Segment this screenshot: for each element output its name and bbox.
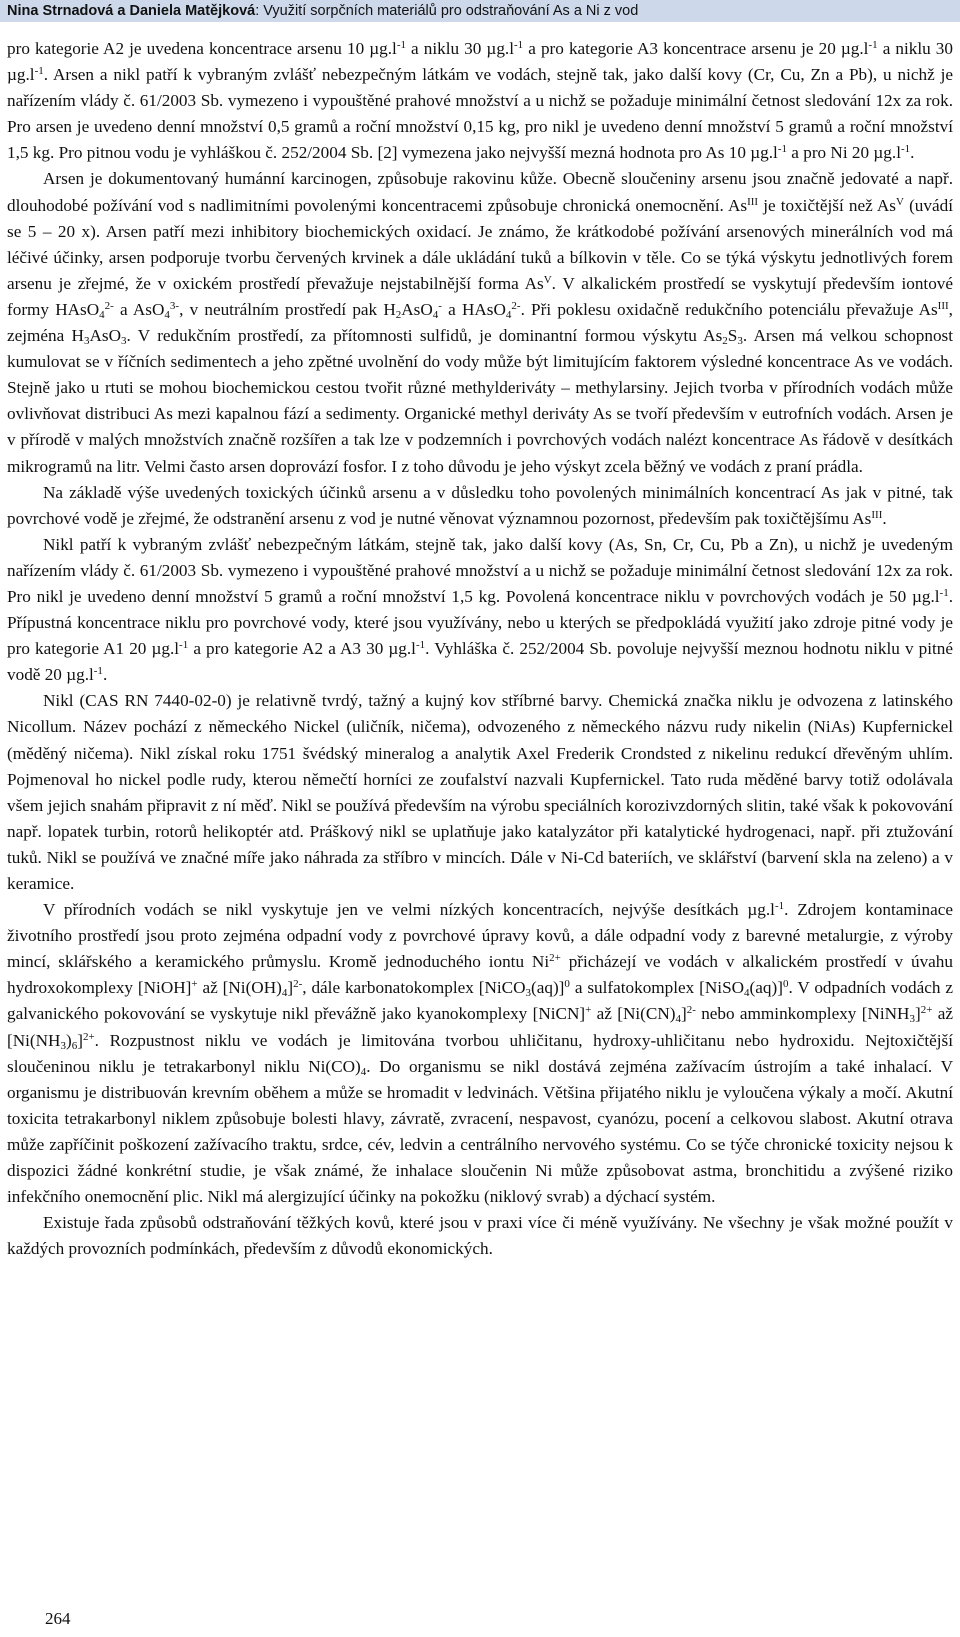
text-run: ] <box>287 978 294 998</box>
superscript: + <box>585 1004 592 1017</box>
text-run: ] <box>77 1030 83 1050</box>
text-run: V přírodních vodách se nikl vyskytuje jen ve velmi nízkých koncentracích, nejvýše desítkách µg.l <box>43 900 775 920</box>
paragraph <box>7 166 953 479</box>
superscript: + <box>191 978 198 991</box>
text-run: AsO <box>401 299 433 319</box>
text-run: (uvádí se 5 – 20 x). Arsen patří mezi inhibitory biochemických oxidací. Je známo, že krátkodobé požívání arsenových minerálních vod má léčivé účinky, arsen podporuje tvorbu červených krvinek a dále ukládání tuků a bílkovin v těle. Co se týká výskytu jednotlivých forem arsenu je zřejmé, že v oxickém prostředí převažuje nejstabilnější forma As <box>7 195 953 293</box>
text-run: pro kategorie A2 je uvedena koncentrace arsenu 10 µg.l <box>7 39 397 58</box>
paragraph <box>7 480 953 532</box>
subscript: 3 <box>83 335 90 348</box>
text-run: až [Ni(NH <box>7 1004 953 1050</box>
text-run: , dále karbonatokomplex [NiCO <box>302 978 526 998</box>
text-run: a niklu 30 µg.l <box>7 39 953 85</box>
text-run: a sulfatokomplex [NiSO <box>569 978 745 998</box>
text-run: a HAsO <box>441 299 506 319</box>
text-run: a pro Ni 20 µg.l <box>787 143 901 163</box>
superscript: 2+ <box>549 952 561 965</box>
text-run: a niklu 30 µg.l <box>405 39 515 58</box>
superscript: -1 <box>396 39 406 51</box>
text-run: Existuje řada způsobů odstraňování těžkých kovů, které jsou v praxi více či méně využívány. Ne všechny je však možné použít v každých provozních podmínkách, především z důvodů ekonomických. <box>7 1213 953 1259</box>
subscript: 4 <box>432 308 439 321</box>
text-run: . V redukčním prostředí, za přítomnosti sulfidů, je dominantní formou výskytu As <box>126 326 723 346</box>
subscript: 3 <box>737 335 743 348</box>
text-run: . Arsen má velkou schopnost kumulovat se v říčních sedimentech a jeho zpětné uvolnění do vody může být limitujícím faktorem výsledné koncentrace As ve vodách. Stejně jako u rtuti se mohou biochemickou cestou tvořit různé methylderiváty – methylarsiny. Jejich tvorba v přírodních vodách může ovlivňovat distribuci As mezi kapalnou fází a sedimenty. Organické methyl deriváty As se tvoří především v eutrofních vodách. Arsen je v přírodě v malých množstvích značně rozšířen a tak lze v podzemních i povrchových vodách nalézt koncentrace As řádově v desítkách mikrogramů na litr. Velmi často arsen doprovází fosfor. I z toho důvodu je jeho výskyt zcela běžný ve vodách z praní prádla. <box>7 326 954 476</box>
superscript: 2- <box>293 978 303 991</box>
text-run: AsO <box>89 326 121 346</box>
subscript: 3 <box>121 335 127 348</box>
subscript: 2 <box>722 335 728 348</box>
paragraph <box>7 688 953 897</box>
text-run: a AsO <box>113 299 165 319</box>
text-run: (aq)] <box>531 978 565 998</box>
superscript: -1 <box>777 143 787 156</box>
subscript: 4 <box>505 308 512 321</box>
text-run: . Rozpustnost niklu ve vodách je limitována tvorbou uhličitanu, hydroxy-uhličitanu nebo hydroxidu. Nejtoxičtější sloučeninou niklu je tetrakarbonyl niklu Ni(CO) <box>7 1030 953 1076</box>
text-run: nebo amminkomplexy [NiNH <box>695 1004 910 1024</box>
page-number: 264 <box>45 1609 71 1628</box>
paragraph <box>7 897 953 1210</box>
superscript: -1 <box>34 65 44 78</box>
superscript: III <box>937 299 949 312</box>
text-run: Nikl patří k vybraným zvlášť nebezpečným látkám, stejně tak, jako další kovy (As, Sn, Cr, Cu, Pb a Zn), u nichž je uvedeným nařízením vlády č. 61/2003 Sb. vymezeno i vypouštěné prahové množství a u nichž se požaduje minimální četnost sledování 12x za rok. Pro nikl je uvedeno denní množství 5 gramů a roční množství 1,5 kg. Povolená koncentrace niklu v povrchových vodách je 50 µg.l <box>7 534 953 606</box>
superscript: V <box>896 195 904 208</box>
text-run: . <box>102 665 108 685</box>
superscript: 2- <box>511 299 521 312</box>
superscript: 0 <box>782 978 789 991</box>
text-run: , v neutrálním prostředí pak H <box>179 299 396 319</box>
superscript: V <box>543 273 552 286</box>
paragraph <box>7 1210 953 1262</box>
text-run: a pro kategorie A2 a A3 30 µg.l <box>188 639 416 659</box>
superscript: 2- <box>686 1004 696 1017</box>
subscript: 4 <box>744 987 750 1000</box>
subscript: 3 <box>525 987 532 1000</box>
superscript: - <box>438 299 442 312</box>
paragraph <box>7 36 953 166</box>
text-run: . Do organismu se nikl dostává zejména zažívacím ústrojím a také inhalací. V organismu je distribuován krevním oběhem a může se hromadit v ledvinách. Většina přijatého niklu je vyloučena výkaly a močí. Akutní toxicita tetrakarbonyl niklem způsobuje bolesti hlavy, závratě, zvracení, nespavost, cyanózu, pocení a celkovou slabost. Akutní otrava může zapříčinit poškození zažívacího traktu, srdce, cév, ledvin a centrálního nervového systému. Co se týče chronické toxicity nejsou k dispozici žádné konkrétní studie, je však známé, že inhalace sloučenin Ni může způsobovat astma, bronchitidu a zvýšené riziko infekčního onemocnění plic. Nikl má alergizující účinky na pokožku (niklový svrab) a dýchací systém. <box>7 1056 954 1207</box>
text-run: přicházejí ve vodách v alkalickém prostředí v úvahu hydroxokomplexy [NiOH] <box>7 952 953 998</box>
text-run: ) <box>65 1030 72 1050</box>
superscript: -1 <box>514 39 524 51</box>
header-title: : Využití sorpčních materiálů pro odstraňování As a Ni z vod <box>255 3 639 19</box>
superscript: -1 <box>939 586 949 599</box>
superscript: 0 <box>564 978 570 991</box>
text-run: . <box>882 508 887 528</box>
text-run: Arsen je dokumentovaný humánní karcinogen, způsobuje rakovinu kůže. Obecně sloučeniny arsenu jsou značně jedovaté a např. dlouhodobé požívání vod s nadlimitními povolenými koncentracemi způsobuje chronická onemocnění. As <box>7 169 953 215</box>
superscript: III <box>871 508 883 521</box>
text-run: až [Ni(OH) <box>197 978 282 998</box>
text-run: Na základě výše uvedených toxických účinků arsenu a v důsledku toho povolených minimálních koncentrací As jak v pitné, tak povrchové vodě je zřejmé, že odstranění arsenu z vod je nutné věnovat významnou pozornost, především pak toxičtějšímu As <box>7 482 953 528</box>
superscript: -1 <box>868 39 878 51</box>
subscript: 3 <box>909 1013 915 1026</box>
text-run: . V odpadních vodách z galvanického pokovování se vyskytuje nikl převážně jako kyanokomplexy [NiCN] <box>7 978 953 1024</box>
superscript: -1 <box>774 900 785 913</box>
text-run: , zejména H <box>7 299 953 346</box>
superscript: -1 <box>415 639 426 652</box>
superscript: 2- <box>104 299 114 312</box>
text-run: . Arsen a nikl patří k vybraným zvlášť nebezpečným látkám ve vodách, stejně tak, jako další kovy (Cr, Cu, Zn a Pb), u nichž je nařízením vlády č. 61/2003 Sb. vymezeno i vypouštěné prahové množství a u nichž se požaduje minimální četnost sledování 12x za rok. Pro arsen je uvedeno denní množství 0,5 gramů a roční množství 0,15 kg, pro nikl je uvedeno denní množství 5 gramů a roční množství 1,5 kg. Pro pitnou vodu je vyhláškou č. 252/2004 Sb. [2] vymezena jako nejvyšší mezná hodnota pro As 10 µg.l <box>7 65 953 163</box>
superscript: 3- <box>169 299 180 312</box>
text-run: ] <box>914 1004 921 1024</box>
text-run: . Přípustná koncentrace niklu pro povrchové vody, které jsou využívány, nebo u kterých se předpokládá využití jako zdroje pitné vody je pro kategorie A1 20 µg.l <box>7 586 953 659</box>
text-run: . V alkalickém prostředí se vyskytují především iontové formy HAsO <box>7 273 954 319</box>
superscript: 2+ <box>82 1030 95 1043</box>
superscript: III <box>747 195 759 208</box>
text-run: . Zdrojem kontaminace životního prostředí jsou proto zejména odpadní vody z povrchové úpravy kovů, a dále odpadní vody z barevné metalurgie, z výroby mincí, sklářského a keramického průmyslu. Kromě jednoduchého iontu Ni <box>7 900 953 972</box>
text-run: . Při poklesu oxidačně redukčního potenciálu převažuje As <box>520 299 938 319</box>
running-header <box>0 0 960 22</box>
subscript: 4 <box>164 308 170 321</box>
paragraph <box>7 532 953 689</box>
subscript: 2 <box>395 308 402 321</box>
subscript: 4 <box>281 987 288 1000</box>
text-run: je toxičtější než As <box>758 195 896 215</box>
text-run: (aq)] <box>749 978 783 998</box>
superscript: -1 <box>179 639 189 652</box>
body-text <box>7 36 953 1262</box>
text-run: . Vyhláška č. 252/2004 Sb. povoluje nejvyšší meznou hodnotu niklu v pitné vodě 20 µg.l <box>7 639 954 685</box>
subscript: 6 <box>71 1039 78 1052</box>
superscript: 2+ <box>920 1004 933 1017</box>
text-run: až [Ni(CN) <box>591 1004 676 1024</box>
text-run: a pro kategorie A3 koncentrace arsenu je 20 µg.l <box>523 39 869 58</box>
superscript: -1 <box>900 143 911 156</box>
text-run: Nikl (CAS RN 7440-02-0) je relativně tvrdý, tažný a kujný kov stříbrné barvy. Chemická značka niklu je odvozena z latinského Nicollum. Název pochází z německého Nickel (uličník, ničema), odvozeného z německého názvu rudy nikelin (NiAs) Kupfernickel (měděný ničema). Nikl získal roku 1751 švédský mineralog a analytik Axel Frederik Crondsted z nikelinu redukcí dřevěným uhlím. Pojmenoval ho nickel podle rudy, kterou němečtí horníci ze zoufalství nazvali Kupfernickel. Tato ruda měděné barvy totiž odolávala všem jejich snahám připravit z ní měď. Nikl se používá především na výrobu speciálních korozivzdorných slitin, také však k pokovování např. lopatek turbin, rotorů helikoptér atd. Práškový nikl se uplatňuje jako katalyzátor při katalytické hydrogenaci, např. při ztužování tuků. Nikl se používá ve značné míře jako náhrada za stříbro v mincích. Dále v Ni-Cd bateriích, ve sklářství (barvení skla na zeleno) a v keramice. <box>7 691 953 893</box>
text-run: . <box>910 143 915 163</box>
subscript: 4 <box>675 1013 681 1026</box>
subscript: 4 <box>99 308 105 321</box>
subscript: 3 <box>60 1039 66 1052</box>
subscript: 4 <box>360 1065 367 1078</box>
superscript: -1 <box>93 665 103 678</box>
text-run: ] <box>680 1004 687 1024</box>
text-run: S <box>727 326 738 346</box>
header-authors: Nina Strnadová a Daniela Matějková <box>7 3 256 19</box>
